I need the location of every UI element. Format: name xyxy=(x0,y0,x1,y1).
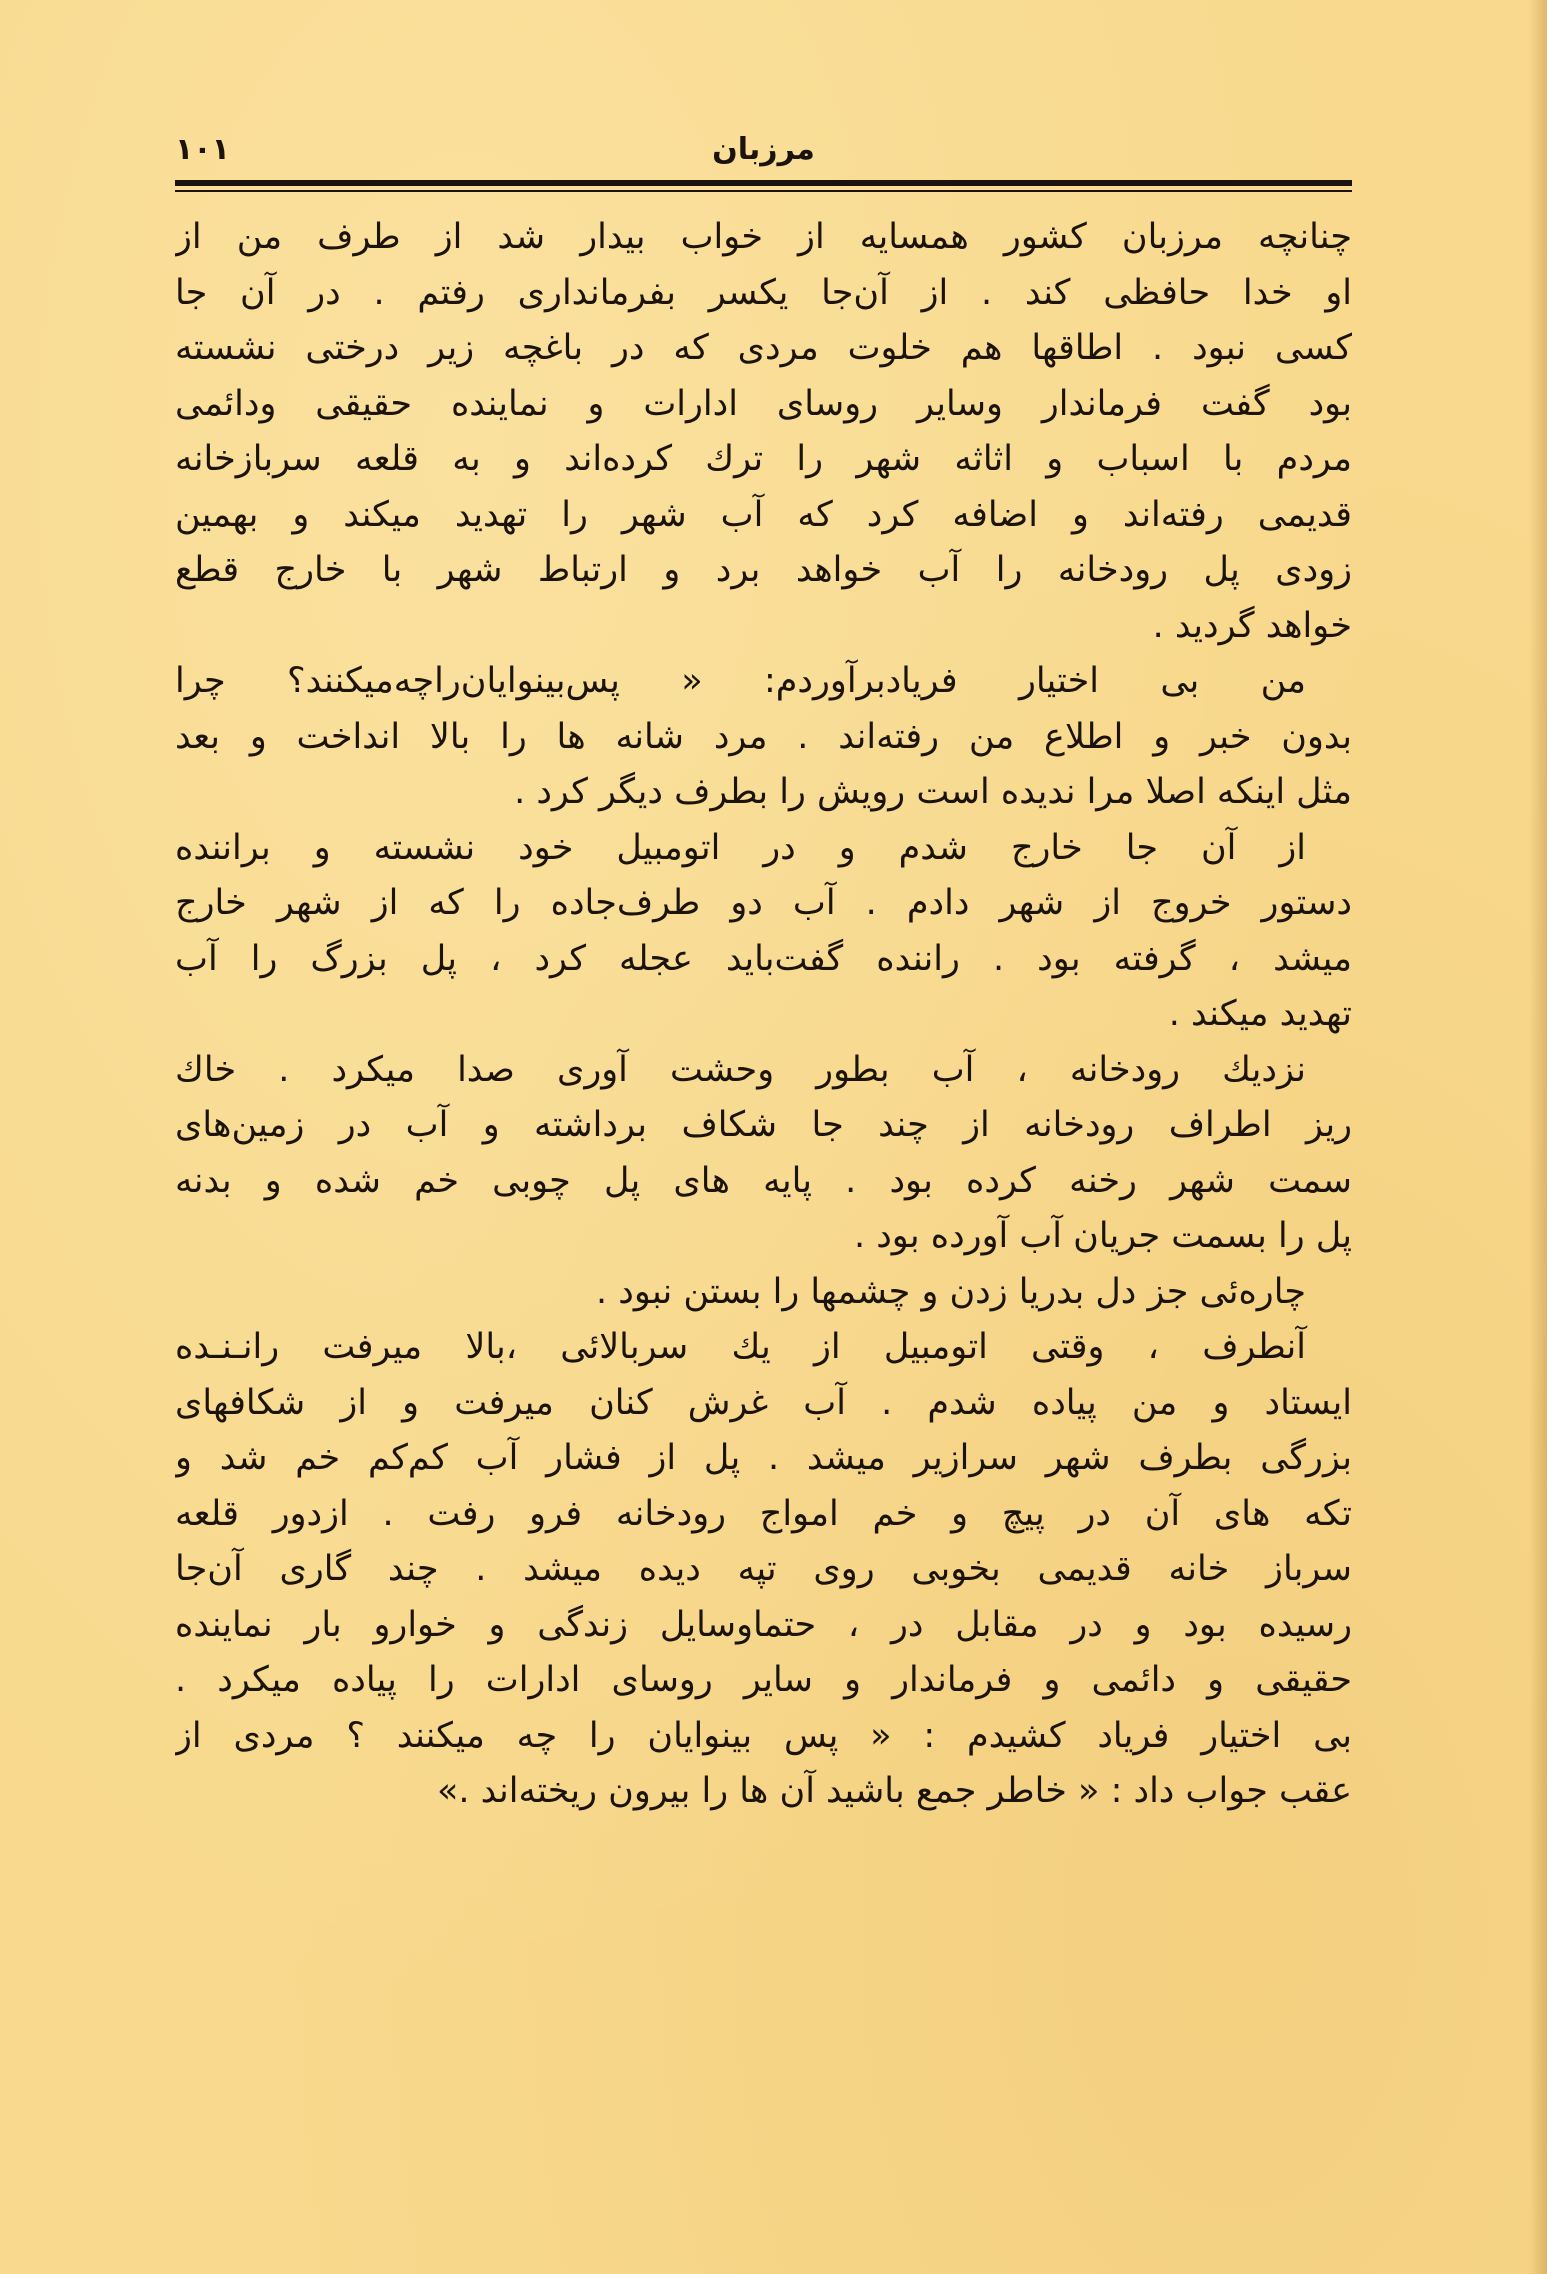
text-line: او خدا حافظی کند . از آن‌جا یکسر بفرمانداری رفتم . در آن جا xyxy=(175,272,1352,313)
body-text xyxy=(175,210,1352,1820)
text-line: تهدید میکند . xyxy=(1168,994,1352,1034)
header-rule-thick xyxy=(175,180,1352,186)
text-line: سمت شهر رخنه کرده بود . پایه های پل چوبی خم شده و بدنه xyxy=(175,1160,1352,1201)
text-line: پل را بسمت جریان آب آورده بود . xyxy=(853,1216,1352,1256)
text-line: چاره‌ئی جز دل بدریا زدن و چشمها را بستن نبود . xyxy=(596,1271,1306,1312)
text-line: مثل اینکه اصلا مرا ندیده است رویش را بطرف دیگر کرد . xyxy=(514,772,1352,812)
text-line: حقیقی و دائمی و فرماندار و سایر روسای ادارات را پیاده میکرد . xyxy=(175,1660,1352,1700)
text-line: زودی پل رودخانه را آب خواهد برد و ارتباط شهر با خارج قطع xyxy=(175,550,1352,590)
text-line: من بی اختیار فریادبرآوردم: « پس‌بینوایان‌راچه‌میکنند؟ چرا xyxy=(175,661,1306,701)
text-line: عقب جواب داد : « خاطر جمع باشید آن ها را بیرون ریخته‌اند .» xyxy=(436,1771,1352,1811)
text-line: بود گفت فرماندار وسایر روسای ادارات و نماینده حقیقی ودائمی xyxy=(175,383,1352,424)
text-line: میشد ، گرفته بود . راننده گفت‌باید عجله کرد ، پل بزرگ را آب xyxy=(175,938,1352,979)
text-line: مردم با اسباب و اثاثه شهر را ترك کرده‌اند و به قلعه سربازخانه xyxy=(175,439,1352,479)
header-rule-thin xyxy=(175,190,1352,192)
text-line: نزدیك رودخانه ، آب بطور وحشت آوری صدا میکرد . خاك xyxy=(175,1049,1306,1090)
page-number: ۱۰۱ xyxy=(175,132,230,167)
text-line: خواهد گردید . xyxy=(1152,605,1352,646)
text-line: بدون خبر و اطلاع من رفته‌اند . مرد شانه ها را بالا انداخت و بعد xyxy=(175,716,1352,757)
text-line: رسیده بود و در مقابل در ، حتماوسایل زندگی و خوارو بار نماینده xyxy=(175,1604,1352,1645)
running-title: مرزبان xyxy=(712,132,815,167)
text-line: قدیمی رفته‌اند و اضافه کرد که آب شهر را تهدید میکند و بهمین xyxy=(175,494,1352,535)
text-line: سرباز خانه قدیمی بخوبی روی تپه دیده میشد . چند گاری آن‌جا xyxy=(175,1549,1352,1589)
text-line: بزرگی بطرف شهر سرازیر میشد . پل از فشار آب کم‌کم خم شد و xyxy=(175,1438,1352,1478)
text-line: کسی نبود . اطاقها هم خلوت مردی که در باغچه زیر درختی نشسته xyxy=(175,328,1352,368)
text-line: ایستاد و من پیاده شدم . آب غرش کنان میرفت و از شکافهای xyxy=(175,1382,1352,1423)
page-header xyxy=(175,125,1352,175)
text-line: از آن جا خارج شدم و در اتومبیل خود نشسته و براننده xyxy=(175,827,1306,868)
page-binding-edge xyxy=(1529,0,1547,2274)
text-line: تکه های آن در پیچ و خم امواج رودخانه فرو رفت . ازدور قلعه xyxy=(175,1493,1352,1534)
text-line: ریز اطراف رودخانه از چند جا شکاف برداشته و آب در زمین‌های xyxy=(175,1105,1352,1145)
text-line: آنطرف ، وقتی اتومبیل از یك سربالائی ،بالا میرفت رانـنـده xyxy=(175,1327,1306,1367)
text-line: چنانچه مرزبان کشور همسایه از خواب بیدار شد از طرف من از xyxy=(175,217,1352,257)
text-line: بی اختیار فریاد کشیدم : « پس بینوایان را چه میکنند ؟ مردی از xyxy=(175,1715,1352,1756)
text-line: دستور خروج از شهر دادم . آب دو طرف‌جاده را که از شهر خارج xyxy=(175,883,1352,923)
